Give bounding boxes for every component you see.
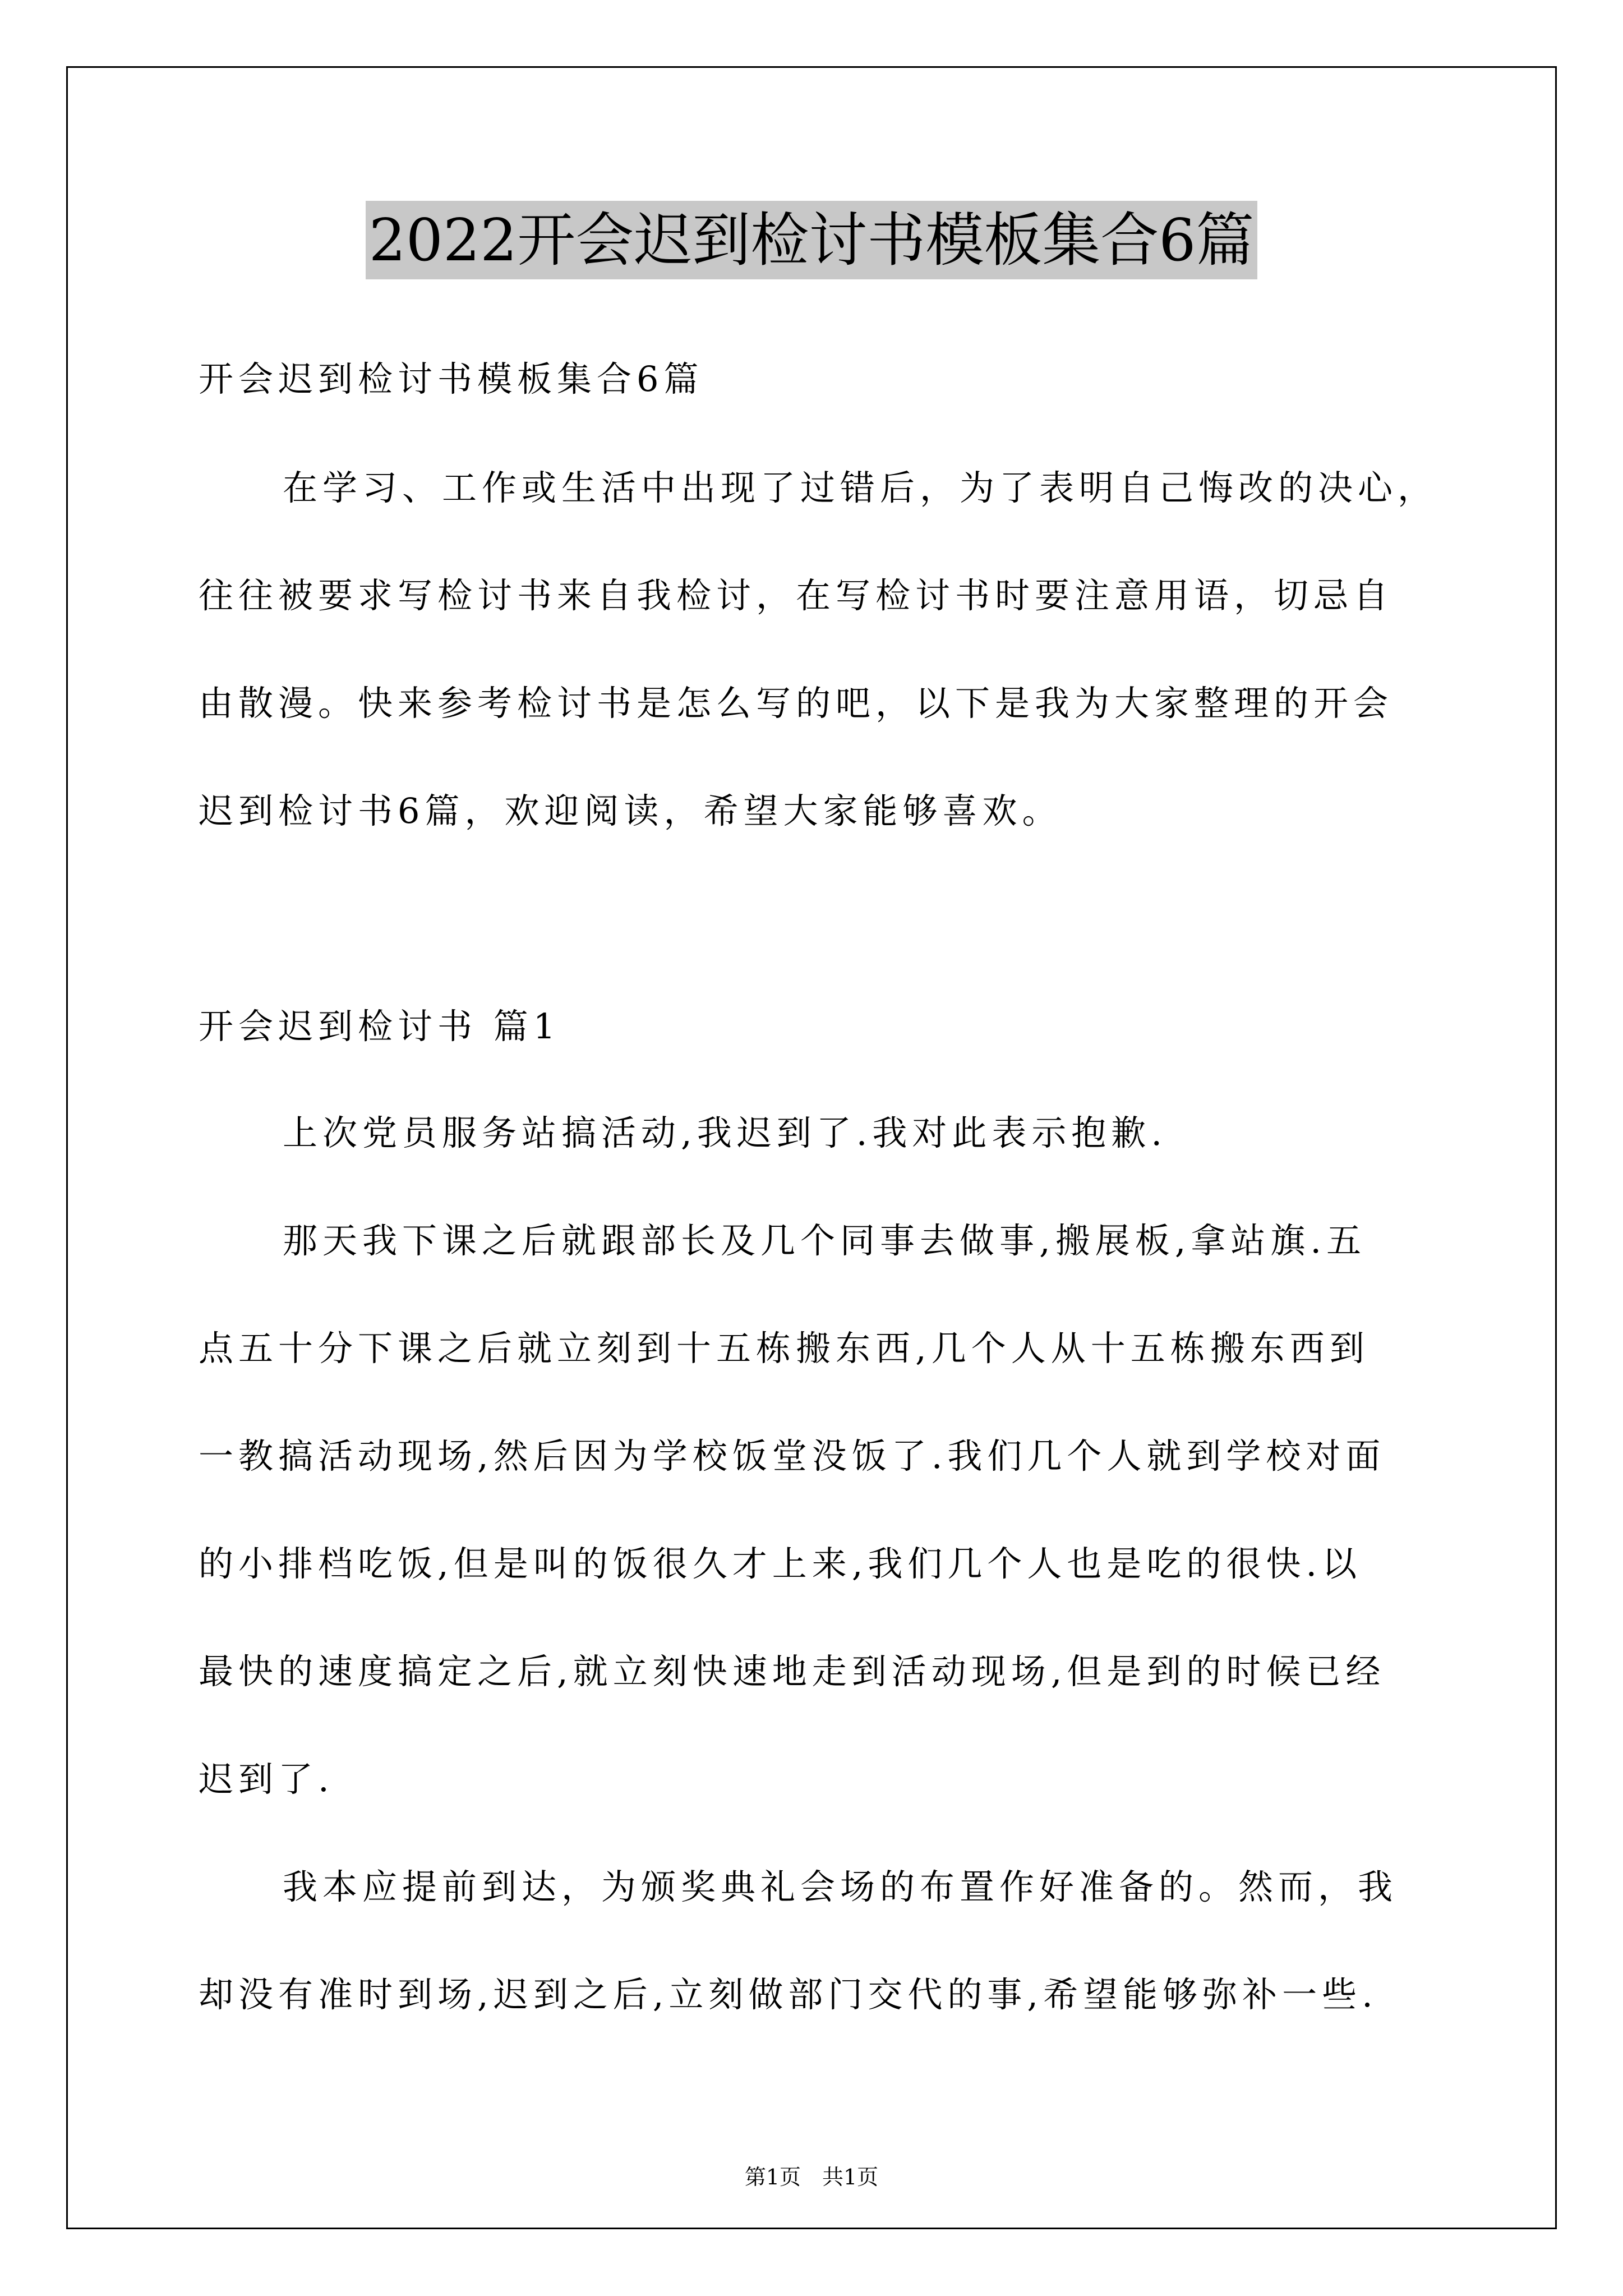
intro-line: 在学习、工作或生活中出现了过错后，为了表明自己悔改的决心， bbox=[283, 467, 1438, 508]
paragraph-line: 一教搞活动现场,然后因为学校饭堂没饭了.我们几个人就到学校对面 bbox=[199, 1435, 1386, 1476]
intro-line: 由散漫。快来参考检讨书是怎么写的吧，以下是我为大家整理的开会 bbox=[199, 683, 1394, 724]
document-subtitle: 开会迟到检讨书模板集合6篇 bbox=[199, 358, 704, 399]
intro-line: 往往被要求写检讨书来自我检讨，在写检讨书时要注意用语，切忌自 bbox=[199, 575, 1394, 616]
page-number: 第1页 共1页 bbox=[744, 2165, 879, 2189]
paragraph-line: 我本应提前到达，为颁奖典礼会场的布置作好准备的。然而，我 bbox=[283, 1866, 1398, 1907]
paragraph-line: 迟到了. bbox=[199, 1759, 334, 1800]
paragraph-line: 点五十分下课之后就立刻到十五栋搬东西,几个人从十五栋搬东西到 bbox=[199, 1328, 1370, 1369]
paragraph-line: 的小排档吃饭,但是叫的饭很久才上来,我们几个人也是吃的很快.以 bbox=[199, 1543, 1362, 1584]
paragraph-line: 那天我下课之后就跟部长及几个同事去做事,搬展板,拿站旗.五 bbox=[283, 1220, 1367, 1261]
paragraph-line: 却没有准时到场,迟到之后,立刻做部门交代的事,希望能够弥补一些. bbox=[199, 1974, 1378, 2015]
title-container bbox=[0, 201, 1623, 279]
paragraph-line: 最快的速度搞定之后,就立刻快速地走到活动现场,但是到的时候已经 bbox=[199, 1651, 1386, 1692]
intro-line: 迟到检讨书6篇，欢迎阅读，希望大家能够喜欢。 bbox=[199, 790, 1062, 831]
paragraph-line: 上次党员服务站搞活动,我迟到了.我对此表示抱歉. bbox=[283, 1112, 1168, 1153]
section-heading: 开会迟到检讨书 篇1 bbox=[199, 1006, 561, 1047]
document-title: 2022开会迟到检讨书模板集合6篇 bbox=[366, 201, 1258, 279]
